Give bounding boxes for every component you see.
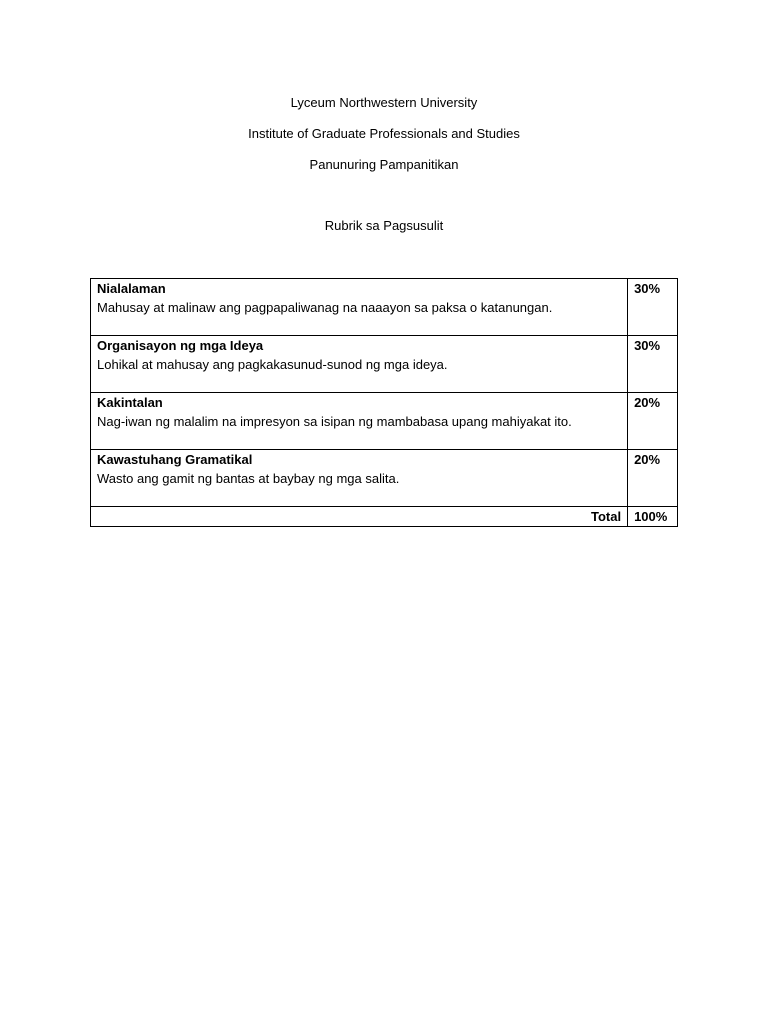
criterion-title: Kawastuhang Gramatikal	[97, 452, 253, 467]
criterion-description: Lohikal at mahusay ang pagkakasunud-sunod ng mga ideya.	[97, 357, 448, 372]
criterion-percent: 30%	[628, 336, 678, 393]
criterion-cell	[91, 336, 628, 393]
rubric-row	[91, 393, 678, 450]
criterion-cell	[91, 393, 628, 450]
rubric-row	[91, 279, 678, 336]
university-name: Lyceum Northwestern University	[290, 95, 478, 110]
criterion-percent: 20%	[628, 450, 678, 507]
criterion-title: Nialalaman	[97, 281, 166, 296]
rubric-table	[90, 278, 678, 527]
criterion-title: Organisayon ng mga Ideya	[97, 338, 264, 353]
total-label: Total	[91, 507, 628, 527]
total-row	[91, 507, 678, 527]
criterion-cell	[91, 279, 628, 336]
criterion-description: Mahusay at malinaw ang pagpapaliwanag na naaayon sa paksa o katanungan.	[97, 300, 553, 315]
criterion-title: Kakintalan	[97, 395, 163, 410]
criterion-percent: 20%	[628, 393, 678, 450]
total-percent: 100%	[628, 507, 678, 527]
criterion-percent: 30%	[628, 279, 678, 336]
criterion-cell	[91, 450, 628, 507]
rubric-row	[91, 450, 678, 507]
criterion-description: Nag-iwan ng malalim na impresyon sa isipan ng mambabasa upang mahiyakat ito.	[97, 414, 572, 429]
document-title: Rubrik sa Pagsusulit	[324, 218, 444, 233]
course-name: Panunuring Pampanitikan	[309, 157, 459, 172]
criterion-description: Wasto ang gamit ng bantas at baybay ng mga salita.	[97, 471, 400, 486]
rubric-row	[91, 336, 678, 393]
institute-name: Institute of Graduate Professionals and Studies	[248, 126, 520, 141]
